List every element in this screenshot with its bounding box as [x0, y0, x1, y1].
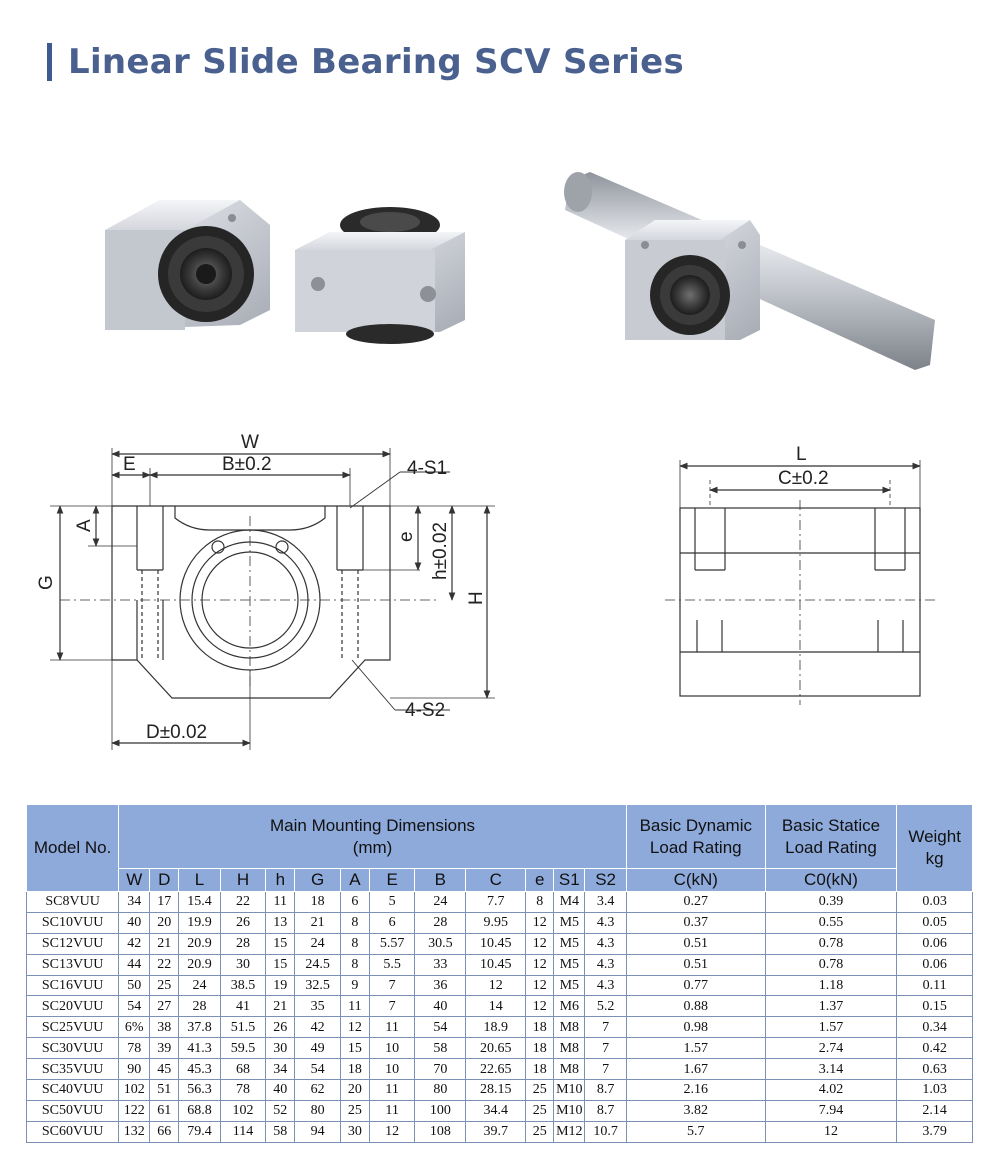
table-row	[27, 996, 973, 1017]
value-cell: 25	[526, 1121, 554, 1142]
column-header: D	[150, 869, 179, 892]
value-cell: 26	[220, 912, 266, 933]
value-cell: 11	[369, 1017, 415, 1038]
value-cell: 58	[415, 1038, 466, 1059]
value-cell: 8.7	[585, 1080, 627, 1101]
value-cell: 38	[150, 1017, 179, 1038]
value-cell: 1.37	[765, 996, 897, 1017]
table-row	[27, 1059, 973, 1080]
value-cell: 6%	[119, 1017, 150, 1038]
value-cell: 12	[526, 912, 554, 933]
dim-label-e-small: e	[396, 531, 417, 542]
value-cell: 54	[119, 996, 150, 1017]
value-cell: 18	[295, 892, 341, 913]
value-cell: 5.57	[369, 933, 415, 954]
value-cell: 45	[150, 1059, 179, 1080]
value-cell: 20.9	[179, 954, 220, 975]
value-cell: 68.8	[179, 1100, 220, 1121]
value-cell: 0.06	[897, 954, 973, 975]
value-cell: 19	[266, 975, 295, 996]
table-row	[27, 1038, 973, 1059]
value-cell: M8	[554, 1038, 585, 1059]
value-cell: 90	[119, 1059, 150, 1080]
value-cell: 0.05	[897, 912, 973, 933]
value-cell: 50	[119, 975, 150, 996]
value-cell: 19.9	[179, 912, 220, 933]
value-cell: 18.9	[466, 1017, 526, 1038]
specification-table	[26, 804, 973, 1143]
value-cell: 34.4	[466, 1100, 526, 1121]
value-cell: 10	[369, 1038, 415, 1059]
model-cell: SC40VUU	[27, 1080, 119, 1101]
value-cell: 8	[340, 933, 369, 954]
value-cell: 44	[119, 954, 150, 975]
value-cell: 62	[295, 1080, 341, 1101]
header-weight	[897, 805, 973, 892]
column-header: e	[526, 869, 554, 892]
value-cell: 11	[266, 892, 295, 913]
value-cell: 18	[340, 1059, 369, 1080]
page-title: Linear Slide Bearing SCV Series	[68, 42, 685, 82]
value-cell: 0.34	[897, 1017, 973, 1038]
value-cell: 0.63	[897, 1059, 973, 1080]
value-cell: M10	[554, 1080, 585, 1101]
value-cell: 4.3	[585, 975, 627, 996]
value-cell: 12	[466, 975, 526, 996]
table-row	[27, 933, 973, 954]
table-row	[27, 1121, 973, 1142]
value-cell: 35	[295, 996, 341, 1017]
table-row	[27, 1100, 973, 1121]
value-cell: 49	[295, 1038, 341, 1059]
dim-label-h-small: h±0.02	[430, 522, 451, 580]
model-cell: SC25VUU	[27, 1017, 119, 1038]
value-cell: 7.7	[466, 892, 526, 913]
column-header: S2	[585, 869, 627, 892]
header-main-dimensions	[119, 805, 627, 869]
value-cell: 0.03	[897, 892, 973, 913]
value-cell: 36	[415, 975, 466, 996]
value-cell: 0.55	[765, 912, 897, 933]
value-cell: 30	[266, 1038, 295, 1059]
column-header: G	[295, 869, 341, 892]
value-cell: 12	[526, 975, 554, 996]
value-cell: 5	[369, 892, 415, 913]
model-cell: SC20VUU	[27, 996, 119, 1017]
table-row	[27, 912, 973, 933]
value-cell: 0.37	[626, 912, 765, 933]
value-cell: 24	[415, 892, 466, 913]
value-cell: 8	[340, 954, 369, 975]
column-header-row	[27, 869, 973, 892]
value-cell: 0.27	[626, 892, 765, 913]
value-cell: 11	[340, 996, 369, 1017]
value-cell: 102	[220, 1100, 266, 1121]
model-cell: SC12VUU	[27, 933, 119, 954]
value-cell: 51.5	[220, 1017, 266, 1038]
technical-drawings	[0, 420, 1000, 760]
model-cell: SC35VUU	[27, 1059, 119, 1080]
value-cell: 80	[295, 1100, 341, 1121]
column-header: C(kN)	[626, 869, 765, 892]
value-cell: 28	[415, 912, 466, 933]
value-cell: 6	[340, 892, 369, 913]
value-cell: 21	[150, 933, 179, 954]
value-cell: 38.5	[220, 975, 266, 996]
dim-label-c: C±0.2	[778, 468, 829, 489]
value-cell: 20.9	[179, 933, 220, 954]
value-cell: 33	[415, 954, 466, 975]
value-cell: 1.57	[626, 1038, 765, 1059]
value-cell: 30	[340, 1121, 369, 1142]
value-cell: 45.3	[179, 1059, 220, 1080]
value-cell: M10	[554, 1100, 585, 1121]
value-cell: 12	[526, 996, 554, 1017]
dim-label-b: B±0.2	[222, 454, 272, 475]
header-dynamic-load-line2: Load Rating	[649, 837, 742, 857]
value-cell: 7.94	[765, 1100, 897, 1121]
value-cell: 20	[150, 912, 179, 933]
value-cell: 20	[340, 1080, 369, 1101]
table-row	[27, 1080, 973, 1101]
value-cell: 52	[266, 1100, 295, 1121]
value-cell: 8	[526, 892, 554, 913]
value-cell: 15.4	[179, 892, 220, 913]
value-cell: 0.42	[897, 1038, 973, 1059]
model-cell: SC50VUU	[27, 1100, 119, 1121]
value-cell: 13	[266, 912, 295, 933]
value-cell: 24	[295, 933, 341, 954]
model-cell: SC10VUU	[27, 912, 119, 933]
value-cell: 28	[220, 933, 266, 954]
table-row	[27, 892, 973, 913]
value-cell: 0.88	[626, 996, 765, 1017]
value-cell: M12	[554, 1121, 585, 1142]
dim-label-a: A	[74, 519, 95, 532]
value-cell: 9	[340, 975, 369, 996]
value-cell: 28.15	[466, 1080, 526, 1101]
column-header: A	[340, 869, 369, 892]
side-view-drawing	[665, 460, 935, 705]
value-cell: 114	[220, 1121, 266, 1142]
dim-label-e: E	[123, 454, 136, 475]
value-cell: 0.51	[626, 954, 765, 975]
value-cell: M8	[554, 1017, 585, 1038]
value-cell: 58	[266, 1121, 295, 1142]
value-cell: 10	[369, 1059, 415, 1080]
value-cell: 79.4	[179, 1121, 220, 1142]
value-cell: 24.5	[295, 954, 341, 975]
value-cell: 7	[369, 996, 415, 1017]
value-cell: 61	[150, 1100, 179, 1121]
value-cell: M4	[554, 892, 585, 913]
value-cell: 4.02	[765, 1080, 897, 1101]
header-static-load-line2: Load Rating	[785, 837, 877, 857]
value-cell: 1.03	[897, 1080, 973, 1101]
dim-label-g: G	[36, 575, 57, 590]
value-cell: 0.11	[897, 975, 973, 996]
value-cell: 42	[295, 1017, 341, 1038]
value-cell: 5.5	[369, 954, 415, 975]
value-cell: 0.78	[765, 954, 897, 975]
value-cell: 21	[295, 912, 341, 933]
value-cell: 1.18	[765, 975, 897, 996]
value-cell: 39.7	[466, 1121, 526, 1142]
value-cell: 9.95	[466, 912, 526, 933]
value-cell: 11	[369, 1100, 415, 1121]
table-body	[27, 892, 973, 1143]
title-accent-bar	[47, 43, 52, 81]
value-cell: 4.3	[585, 912, 627, 933]
value-cell: 3.4	[585, 892, 627, 913]
value-cell: 108	[415, 1121, 466, 1142]
value-cell: 14	[466, 996, 526, 1017]
value-cell: 6	[369, 912, 415, 933]
value-cell: 30.5	[415, 933, 466, 954]
column-header: E	[369, 869, 415, 892]
value-cell: 15	[340, 1038, 369, 1059]
value-cell: 18	[526, 1017, 554, 1038]
value-cell: 0.98	[626, 1017, 765, 1038]
dim-label-d: D±0.02	[146, 722, 208, 743]
table-row	[27, 1017, 973, 1038]
column-header: L	[179, 869, 220, 892]
value-cell: 42	[119, 933, 150, 954]
value-cell: 2.16	[626, 1080, 765, 1101]
value-cell: 2.74	[765, 1038, 897, 1059]
value-cell: 12	[369, 1121, 415, 1142]
value-cell: 3.14	[765, 1059, 897, 1080]
model-cell: SC16VUU	[27, 975, 119, 996]
header-static-load-line1: Basic Statice	[781, 815, 881, 835]
value-cell: 7	[585, 1017, 627, 1038]
value-cell: 56.3	[179, 1080, 220, 1101]
header-dynamic-load-line1: Basic Dynamic	[639, 815, 752, 835]
value-cell: 0.39	[765, 892, 897, 913]
dim-label-h: H	[466, 591, 487, 605]
value-cell: 0.77	[626, 975, 765, 996]
header-model-no: Model No.	[27, 805, 119, 892]
value-cell: 32.5	[295, 975, 341, 996]
value-cell: 40	[266, 1080, 295, 1101]
value-cell: 4.3	[585, 933, 627, 954]
value-cell: 25	[526, 1080, 554, 1101]
dim-label-l: L	[796, 444, 807, 465]
value-cell: 5.2	[585, 996, 627, 1017]
value-cell: 18	[526, 1059, 554, 1080]
value-cell: 34	[119, 892, 150, 913]
model-cell: SC30VUU	[27, 1038, 119, 1059]
value-cell: 7	[585, 1038, 627, 1059]
value-cell: 4.3	[585, 954, 627, 975]
dim-label-w: W	[241, 432, 259, 453]
header-main-dimensions-line1: Main Mounting Dimensions	[270, 815, 476, 835]
column-header: C	[466, 869, 526, 892]
value-cell: 39	[150, 1038, 179, 1059]
value-cell: 8.7	[585, 1100, 627, 1121]
column-header: C0(kN)	[765, 869, 897, 892]
value-cell: 102	[119, 1080, 150, 1101]
value-cell: 34	[266, 1059, 295, 1080]
value-cell: 37.8	[179, 1017, 220, 1038]
value-cell: M5	[554, 933, 585, 954]
column-header: h	[266, 869, 295, 892]
value-cell: 20.65	[466, 1038, 526, 1059]
column-header: W	[119, 869, 150, 892]
value-cell: M5	[554, 954, 585, 975]
value-cell: 12	[340, 1017, 369, 1038]
column-header: S1	[554, 869, 585, 892]
value-cell: 41.3	[179, 1038, 220, 1059]
value-cell: 7	[585, 1059, 627, 1080]
column-header: H	[220, 869, 266, 892]
value-cell: 22	[150, 954, 179, 975]
value-cell: 0.51	[626, 933, 765, 954]
value-cell: 80	[415, 1080, 466, 1101]
photo-block-rear	[295, 207, 465, 344]
value-cell: 18	[526, 1038, 554, 1059]
value-cell: 12	[526, 933, 554, 954]
photo-block-front	[105, 200, 270, 330]
value-cell: M6	[554, 996, 585, 1017]
value-cell: 27	[150, 996, 179, 1017]
value-cell: 7	[369, 975, 415, 996]
model-cell: SC60VUU	[27, 1121, 119, 1142]
photo-block-on-rod	[564, 172, 935, 370]
value-cell: 0.78	[765, 933, 897, 954]
model-cell: SC8VUU	[27, 892, 119, 913]
value-cell: 40	[415, 996, 466, 1017]
value-cell: 78	[119, 1038, 150, 1059]
value-cell: 5.7	[626, 1121, 765, 1142]
value-cell: 22.65	[466, 1059, 526, 1080]
value-cell: 0.15	[897, 996, 973, 1017]
header-dynamic-load	[626, 805, 765, 869]
value-cell: 25	[526, 1100, 554, 1121]
value-cell: 22	[220, 892, 266, 913]
value-cell: 12	[526, 954, 554, 975]
value-cell: 70	[415, 1059, 466, 1080]
value-cell: 15	[266, 954, 295, 975]
model-cell: SC13VUU	[27, 954, 119, 975]
value-cell: 1.57	[765, 1017, 897, 1038]
value-cell: 11	[369, 1080, 415, 1101]
value-cell: 66	[150, 1121, 179, 1142]
header-weight-line1: Weight	[908, 827, 961, 846]
value-cell: 54	[295, 1059, 341, 1080]
value-cell: 100	[415, 1100, 466, 1121]
value-cell: 51	[150, 1080, 179, 1101]
value-cell: 41	[220, 996, 266, 1017]
value-cell: 24	[179, 975, 220, 996]
value-cell: 78	[220, 1080, 266, 1101]
column-header: B	[415, 869, 466, 892]
table-row	[27, 975, 973, 996]
value-cell: 26	[266, 1017, 295, 1038]
value-cell: 132	[119, 1121, 150, 1142]
value-cell: 25	[340, 1100, 369, 1121]
value-cell: 0.06	[897, 933, 973, 954]
value-cell: 1.67	[626, 1059, 765, 1080]
value-cell: 122	[119, 1100, 150, 1121]
value-cell: 3.82	[626, 1100, 765, 1121]
value-cell: 10.45	[466, 954, 526, 975]
value-cell: M8	[554, 1059, 585, 1080]
value-cell: 21	[266, 996, 295, 1017]
value-cell: 59.5	[220, 1038, 266, 1059]
value-cell: 2.14	[897, 1100, 973, 1121]
header-static-load	[765, 805, 897, 869]
value-cell: 25	[150, 975, 179, 996]
value-cell: 12	[765, 1121, 897, 1142]
header-main-dimensions-line2: (mm)	[352, 837, 393, 857]
value-cell: 10.7	[585, 1121, 627, 1142]
value-cell: 94	[295, 1121, 341, 1142]
front-view-labels	[36, 432, 487, 743]
dim-label-s1: 4-S1	[407, 458, 448, 479]
value-cell: 17	[150, 892, 179, 913]
value-cell: 10.45	[466, 933, 526, 954]
value-cell: M5	[554, 912, 585, 933]
header-weight-line2: kg	[925, 849, 944, 868]
value-cell: 15	[266, 933, 295, 954]
product-photos	[0, 150, 1000, 390]
value-cell: M5	[554, 975, 585, 996]
value-cell: 54	[415, 1017, 466, 1038]
value-cell: 30	[220, 954, 266, 975]
value-cell: 68	[220, 1059, 266, 1080]
value-cell: 8	[340, 912, 369, 933]
value-cell: 3.79	[897, 1121, 973, 1142]
dim-label-s2: 4-S2	[405, 700, 446, 721]
table-row	[27, 954, 973, 975]
value-cell: 28	[179, 996, 220, 1017]
value-cell: 40	[119, 912, 150, 933]
